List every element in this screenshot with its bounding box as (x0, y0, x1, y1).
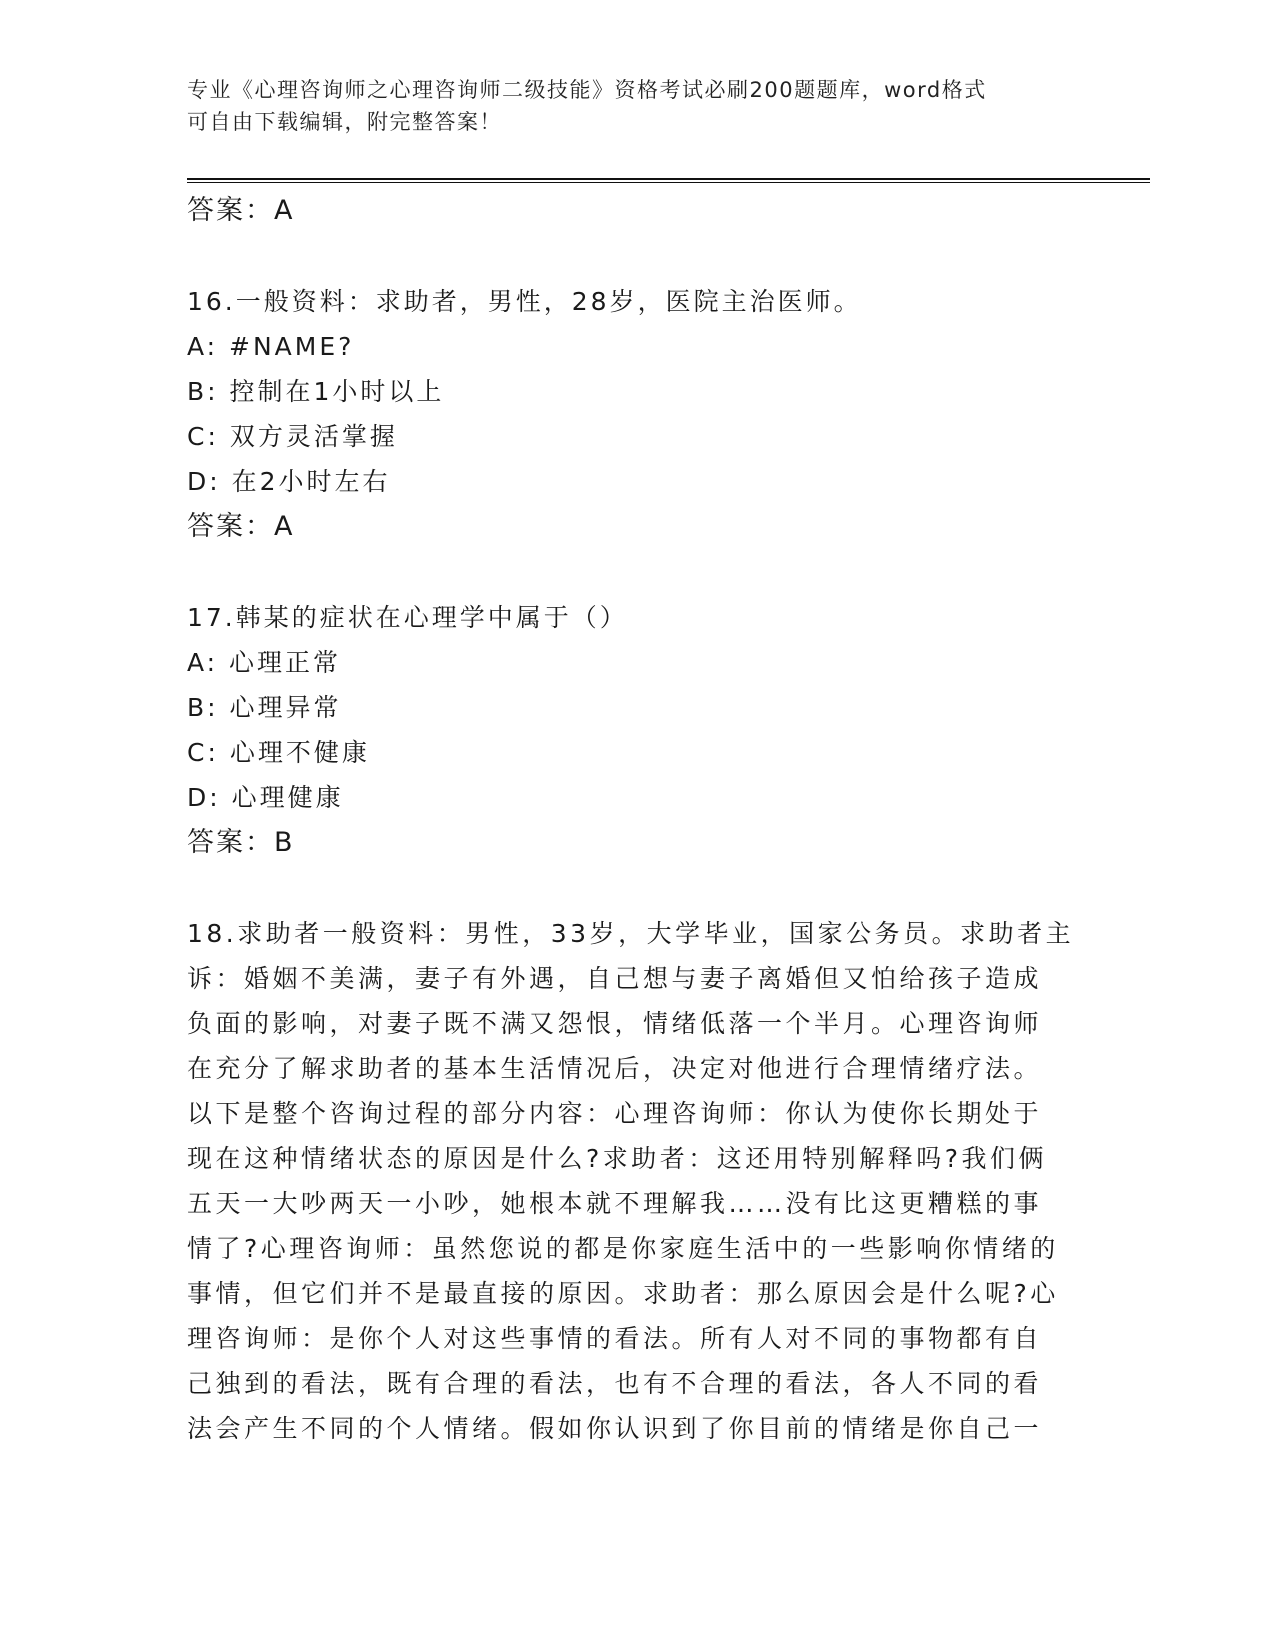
answer: 答案：B (187, 827, 295, 858)
question-stem-line: 现在这种情绪状态的原因是什么?求助者：这还用特别解释吗?我们俩 (187, 1144, 1048, 1173)
question-stem: 17.韩某的症状在心理学中属于（） (187, 603, 628, 632)
question-18 (187, 911, 1087, 1451)
header-line-2: 可自由下载编辑，附完整答案！ (187, 110, 502, 134)
spacer (187, 865, 1087, 911)
header-line-1: 专业《心理咨询师之心理咨询师二级技能》资格考试必刷200题题库，word格式 (187, 78, 987, 102)
option-c: C: 双方灵活掌握 (187, 422, 398, 451)
question-stem-line: 诉：婚姻不美满，妻子有外遇，自己想与妻子离婚但又怕给孩子造成 (187, 964, 1043, 993)
previous-answer: 答案：A (187, 195, 295, 226)
question-stem-line: 事情，但它们并不是最直接的原因。求助者：那么原因会是什么呢?心 (187, 1279, 1059, 1308)
question-stem-line: 在充分了解求助者的基本生活情况后，决定对他进行合理情绪疗法。 (187, 1054, 1043, 1083)
spacer (187, 233, 1087, 279)
question-stem-line: 负面的影响，对妻子既不满又怨恨，情绪低落一个半月。心理咨询师 (187, 1009, 1043, 1038)
option-b: B: 控制在1小时以上 (187, 377, 445, 406)
question-16 (187, 279, 1087, 549)
question-stem-line: 18.求助者一般资料：男性，33岁，大学毕业，国家公务员。求助者主 (187, 919, 1075, 948)
option-a: A: 心理正常 (187, 648, 342, 677)
option-c: C: 心理不健康 (187, 738, 370, 767)
question-stem-line: 法会产生不同的个人情绪。假如你认识到了你目前的情绪是你自己一 (187, 1414, 1043, 1443)
question-stem: 16.一般资料：求助者，男性，28岁，医院主治医师。 (187, 287, 862, 316)
option-b: B: 心理异常 (187, 693, 342, 722)
option-a: A: #NAME? (187, 332, 355, 361)
answer: 答案：A (187, 511, 295, 542)
question-stem-line: 以下是整个咨询过程的部分内容：心理咨询师：你认为使你长期处于 (187, 1099, 1043, 1128)
question-content (187, 188, 1087, 1451)
header-divider-thick (187, 178, 1150, 180)
question-stem-line: 理咨询师：是你个人对这些事情的看法。所有人对不同的事物都有自 (187, 1324, 1043, 1353)
question-17 (187, 595, 1087, 865)
header-divider-thin (187, 182, 1150, 183)
option-d: D: 心理健康 (187, 783, 344, 812)
document-header (187, 74, 1067, 138)
question-stem-line: 己独到的看法，既有合理的看法，也有不合理的看法，各人不同的看 (187, 1369, 1043, 1398)
question-stem-line: 五天一大吵两天一小吵，她根本就不理解我……没有比这更糟糕的事 (187, 1189, 1043, 1218)
spacer (187, 549, 1087, 595)
question-stem-line: 情了?心理咨询师：虽然您说的都是你家庭生活中的一些影响你情绪的 (187, 1234, 1059, 1263)
option-d: D: 在2小时左右 (187, 467, 391, 496)
